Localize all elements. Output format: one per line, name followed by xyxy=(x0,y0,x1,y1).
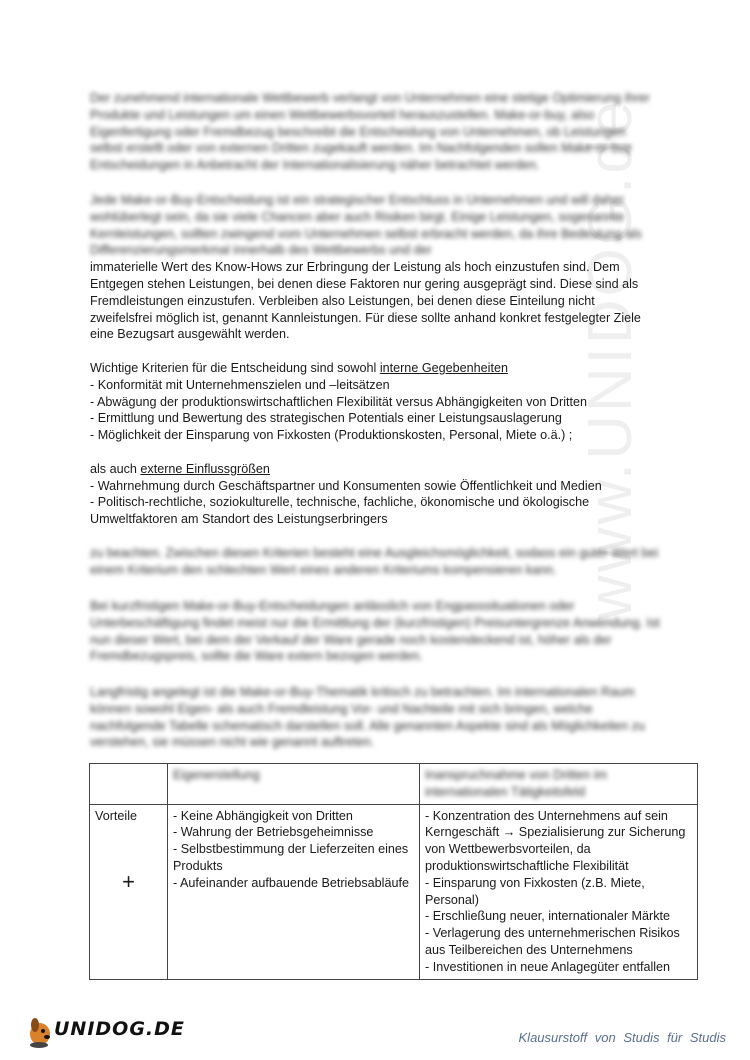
comparison-table xyxy=(89,763,698,980)
blurred-intro-paragraph: Der zunehmend internationale Wettbewerb verlangt von Unternehmen eine stetige Optimierung ihrer Produkte und Leistungen um einen Wettbewerbsvorteil herauszustellen. Make-or-buy, also Eigenfertigung oder Fremdbezug beschreibt die Entscheidung von Unternehmen, ob Leistungen selbst erstellt oder von externen Dritten zugekauft werden. Im Nachfolgenden sollen Make-or-buy Entscheidungen in Anbetracht der Internationalisierung näher betrachtet werden. xyxy=(90,91,650,173)
paragraph-leistungsarten: Jede Make-or-Buy-Entscheidung ist ein strategischer Entschluss in Unternehmen und will daher wohlüberlegt sein, da sie viele Chancen aber auch Risiken birgt. Einige Leistungen, sogenannte Kernleistungen, sollten zwingend vom Unternehmen selbst erbracht werden, da ihre Bedeutung als Differenzierungsmerkmal innerhalb des Wettbewerbs und der immaterielle Wert des Know-Hows zur Erbringung der Leistung als hoch einzustufen sind. Dem Entgegen stehen Leistungen, bei denen diese Faktoren nur gering ausgeprägt sind. Diese sind als Fremdleistungen einzustufen. Verbleiben also Leistungen, bei denen diese Einteilung nicht zweifelsfrei möglich ist, genannt Kannleistungen. Für diese sollte anhand konkret festgelegter Ziele eine Bezugsart ausgewählt werden. xyxy=(90,192,660,343)
blurred-paragraph-3: zu beachten. Zwischen diesen Kriterien besteht eine Ausgleichsmöglichkeit, sodass ein guter Wert bei einem Kriterium den schlechten Wert eines anderen Kriteriums kompensieren kann. xyxy=(90,546,659,577)
list-item: - Selbstbestimmung der Lieferzeiten eines Produkts xyxy=(173,842,409,873)
external-intro: als auch xyxy=(90,461,137,476)
internal-item: - Abwägung der produktionswirtschaftlichen Flexibilität versus Abhängigkeiten von Dritten xyxy=(90,394,588,409)
external-item: - Politisch-rechtliche, soziokulturelle, technische, fachliche, ökonomische und ökologische Umweltfaktoren am Standort des Leistungserbringers xyxy=(90,495,590,527)
external-heading: externe Einflussgrößen xyxy=(140,461,270,476)
internal-item: - Konformität mit Unternehmenszielen und –leitsätzen xyxy=(90,377,390,392)
list-item: - Investitionen in neue Anlagegüter entfallen xyxy=(425,959,671,974)
list-item: - Aufeinander aufbauende Betriebsabläufe xyxy=(173,875,409,890)
logo-text: UNIDOG.DE xyxy=(54,1018,185,1040)
criteria-intro: Wichtige Kriterien für die Entscheidung sind sowohl xyxy=(90,361,377,375)
blurred-paragraph-5: Langfristig angelegt ist die Make-or-Buy-Thematik kritisch zu betrachten. Im internationalen Raum können sowohl Eigen- als auch Fremdleistung Vor- und Nachteile mit sich bringen, welche nachfolgende Tabelle schematisch darstellen soll. Alle genannten Aspekte sind als Möglichkeiten zu verstehen, sie müssen nicht wie genannt auftreten. xyxy=(90,685,645,750)
plus-symbol: + xyxy=(122,869,135,895)
criteria-section xyxy=(90,360,660,528)
table-row-vorteile xyxy=(90,804,698,979)
list-item: - Konzentration des Unternehmens auf sein Kerngeschäft → Spezialisierung zur Sicherung von Wettbewerbsvorteilen, da produktionswirtschaftliche Flexibilität xyxy=(425,808,686,873)
watermark: www.UNIDOG.de xyxy=(576,98,645,620)
table-header-dritte: Inanspruchnahme von Dritten im internationalen Tätigkeitsfeld xyxy=(420,764,698,805)
list-item: - Erschließung neuer, internationaler Märkte xyxy=(425,909,670,924)
footer-tagline: Klausurstoff von Studis für Studis xyxy=(518,1030,726,1045)
internal-item: - Möglichkeit der Einsparung von Fixkosten (Produktionskosten, Personal, Miete o.ä.) ; xyxy=(90,428,573,443)
dritte-cell xyxy=(420,804,698,979)
internal-item: - Ermittlung und Bewertung des strategischen Potentials einer Leistungsauslagerung xyxy=(90,411,562,426)
table-header-empty xyxy=(90,764,168,805)
list-item: - Verlagerung des unternehmerischen Risikos aus Teilbereichen des Unternehmens xyxy=(425,926,680,957)
list-item: - Wahrung der Betriebsgeheimnisse xyxy=(173,825,374,840)
blurred-paragraph-4: Bei kurzfristigen Make-or-Buy-Entscheidungen anlässlich von Engpasssituationen oder Unterbeschäftigung findet meist nur die Ermittlung der (kurzfristigen) Preisuntergrenze Anwendung. Ist nun dieser Wert, bei dem der Verkauf der Ware gerade noch kostendeckend ist, höher als der Fremdbezugspreis, sollte die Ware extern bezogen werden. xyxy=(90,599,660,664)
row-label-cell xyxy=(90,804,168,979)
table-header-row xyxy=(90,764,698,805)
table-header-eigen: Eigenerstellung xyxy=(168,764,420,805)
eigen-cell xyxy=(168,804,420,979)
list-item: - Einsparung von Fixkosten (z.B. Miete, Personal) xyxy=(425,875,645,907)
visible-paragraph-text: immaterielle Wert des Know-Hows zur Erbringung der Leistung als hoch einzustufen sind. Dem Entgegen stehen Leistungen, bei denen diese Faktoren nur gering ausgeprägt sind. Diese sind als Fremdleistungen einzustufen. Verbleiben also Leistungen, bei denen diese Einteilung nicht zweifelsfrei möglich ist, genannt Kannleistungen. Für diese sollte anhand konkret festgelegter Ziele eine Bezugsart ausgewählt werden. xyxy=(90,260,641,342)
external-item: - Wahrnehmung durch Geschäftspartner und Konsumenten sowie Öffentlichkeit und Medien xyxy=(90,478,602,493)
internal-heading: interne Gegebenheiten xyxy=(379,361,508,375)
row-label: Vorteile xyxy=(95,808,138,823)
list-item: - Keine Abhängigkeit von Dritten xyxy=(173,808,353,823)
